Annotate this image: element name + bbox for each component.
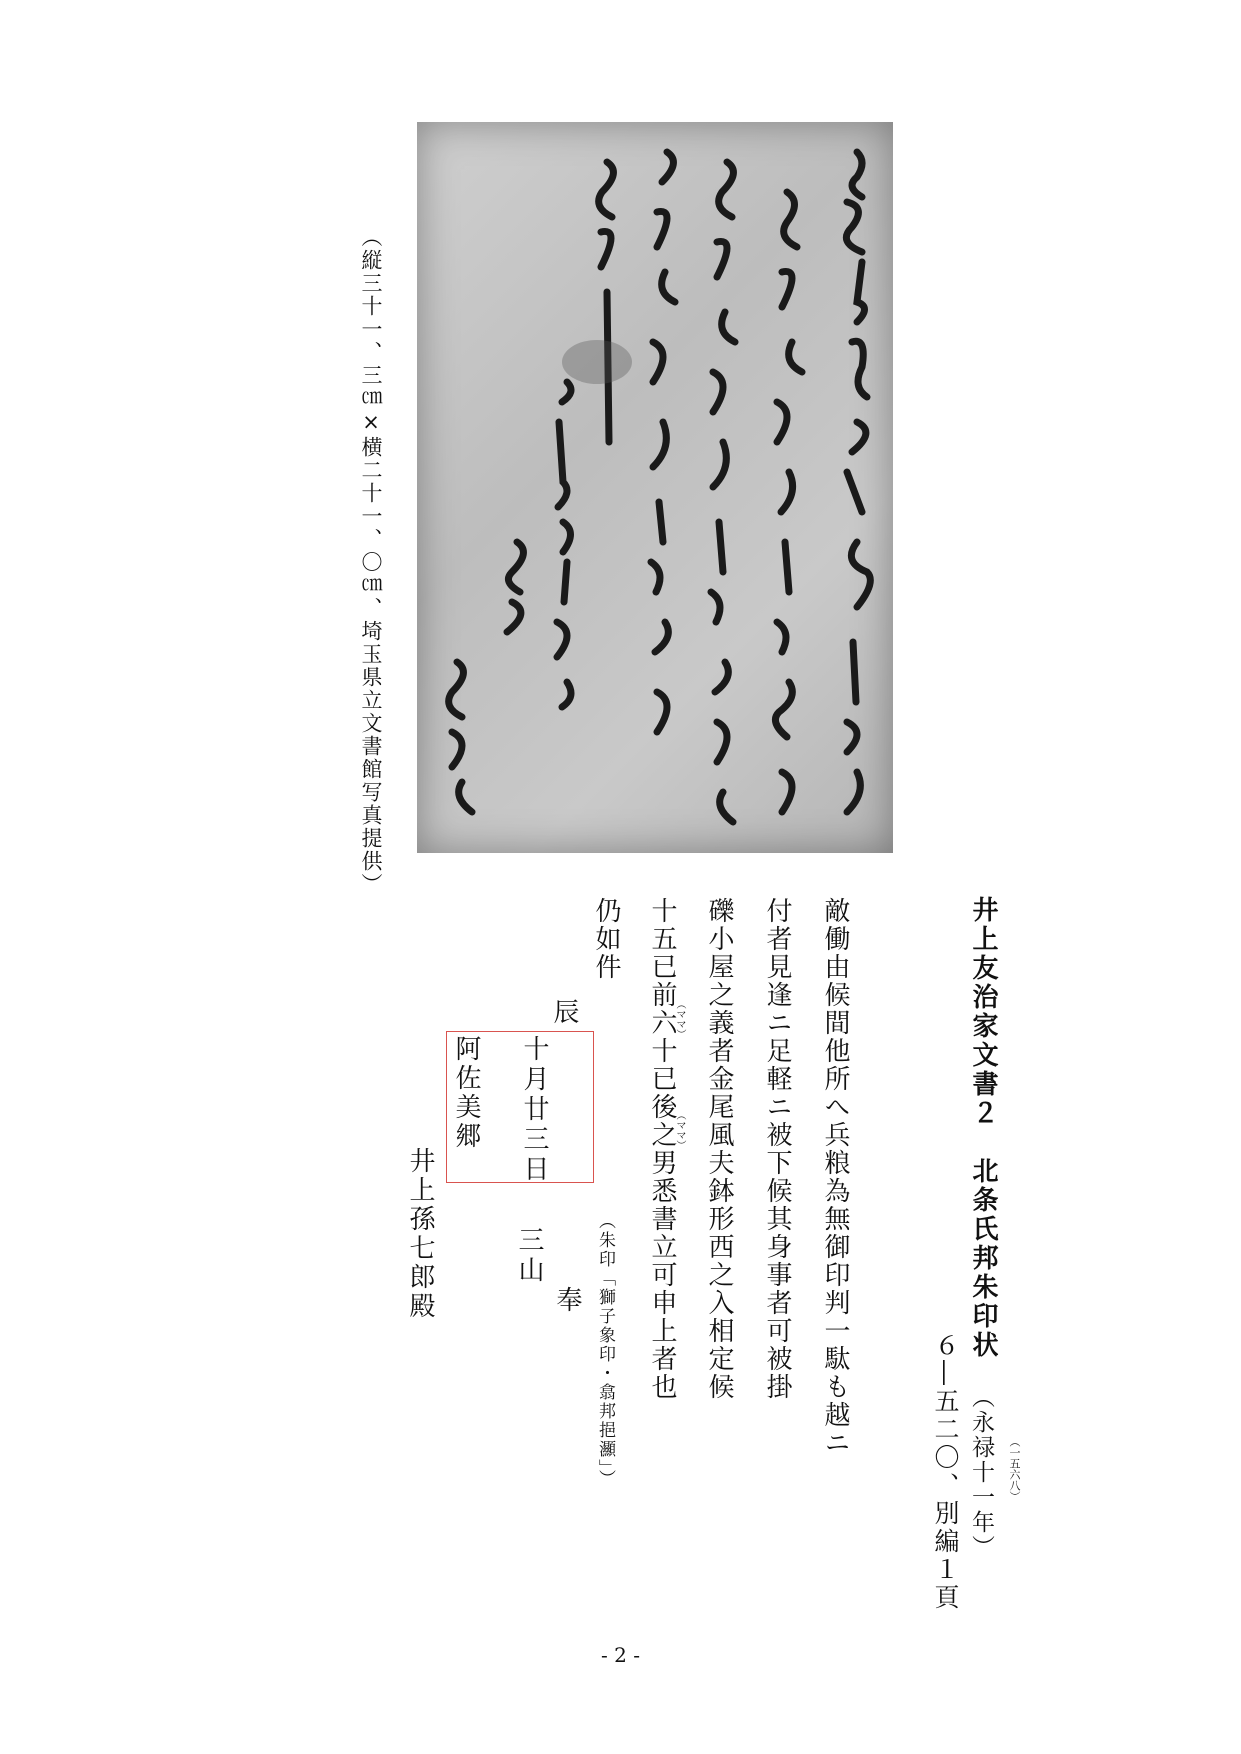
closing-addressee: 井上孫七郎殿 xyxy=(405,1147,435,1321)
body-line-3: 礫小屋之義者金尾風夫鉢形西之入相定候 xyxy=(704,897,734,1401)
mama-annotation: （ママ） xyxy=(674,999,685,1039)
photo-caption: （縦三十一、三㎝×横二十一、〇㎝、埼玉県立文書館写真提供） xyxy=(359,226,383,896)
mama-annotation: （ママ） xyxy=(674,1110,685,1150)
closing-hou: 奉 xyxy=(552,1286,582,1312)
body-line-2: 付者見逢ニ足軽ニ被下候其身事者可被掛 xyxy=(762,897,792,1401)
calligraphy-image xyxy=(417,122,893,853)
closing-place: 阿佐美郷 xyxy=(451,1035,481,1151)
seal-note: （朱印「獅子象印・翕邦挹灦」） xyxy=(595,1212,615,1489)
body-line-1: 敵働由候間他所へ兵粮為無御印判一駄も越ニ xyxy=(820,897,850,1457)
closing-year: 辰 xyxy=(549,998,579,1024)
page-number: - 2 - xyxy=(601,1643,640,1667)
closing-sender: 三山 xyxy=(514,1226,544,1286)
body-line-4: 十五已前六十已後之男悉書立可申上者也 xyxy=(647,897,677,1401)
western-year: （一五六八） xyxy=(1008,1436,1021,1502)
era-year: （永禄十一年） xyxy=(968,1385,994,1560)
body-line-5: 仍如件 xyxy=(591,897,621,981)
source-reference: ６―五二〇、別編１頁 xyxy=(931,1332,960,1612)
closing-date: 十月廿三日 xyxy=(519,1035,549,1185)
document-title: 井上友治家文書２ 北条氏邦朱印状 xyxy=(968,896,998,1360)
document-photograph xyxy=(417,122,893,853)
